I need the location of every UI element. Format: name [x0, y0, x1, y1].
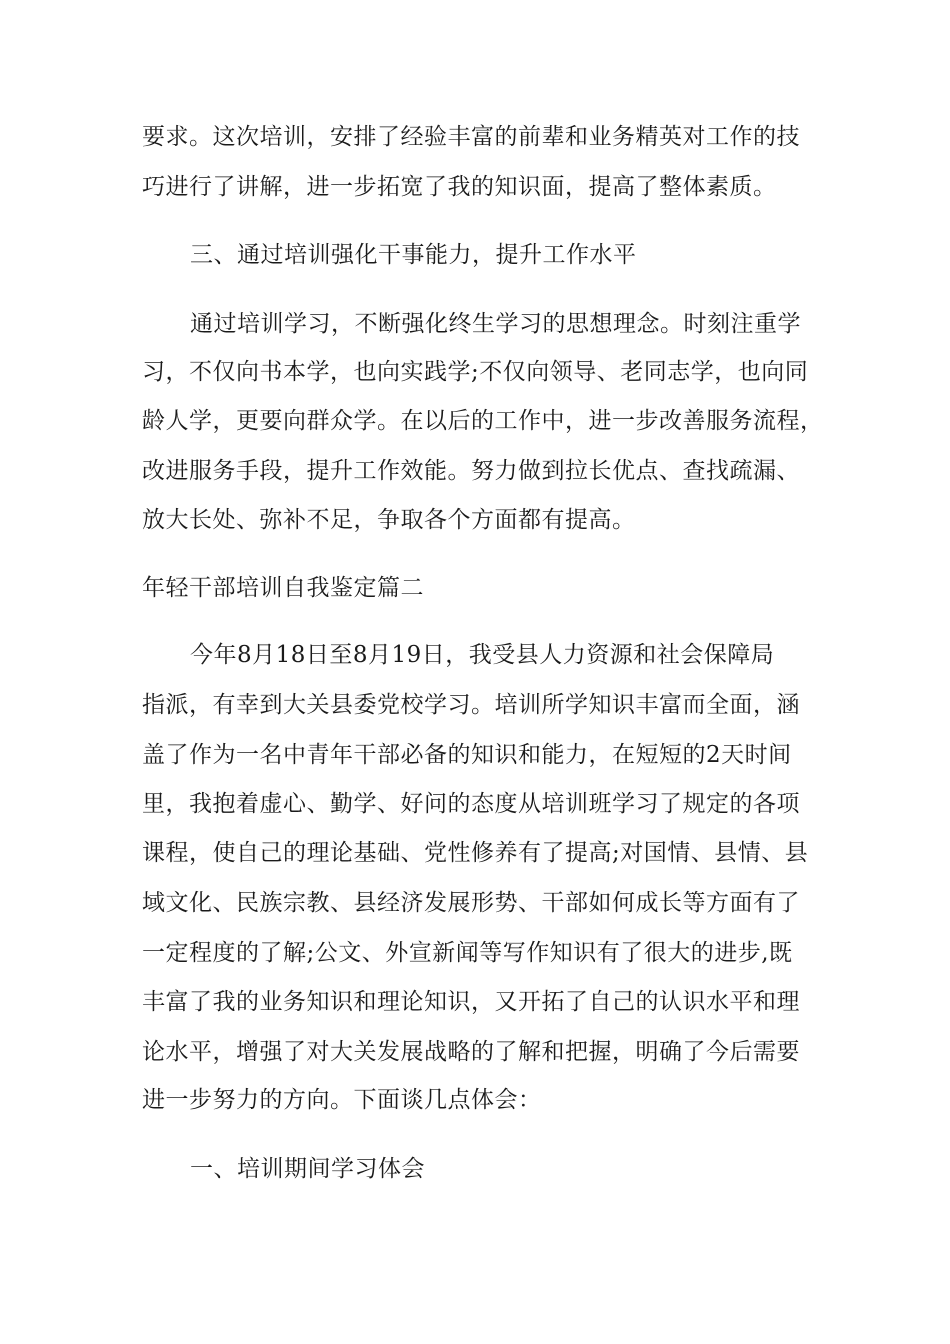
text-line: 进一步努力的方向。下面谈几点体会： [142, 1087, 542, 1113]
text-line: 龄人学，更要向群众学。在以后的工作中，进一步改善服务流程， [142, 408, 824, 434]
text-line: 通过培训学习，不断强化终生学习的思想理念。时刻注重学 [190, 311, 801, 337]
text-line: 一定程度的了解;公文、外宣新闻等写作知识有了很大的进步,既 [142, 940, 793, 966]
text-line: 课程，使自己的理论基础、党性修养有了提高;对国情、县情、县 [142, 840, 809, 866]
text-line: 丰富了我的业务知识和理论知识，又开拓了自己的认识水平和理 [142, 989, 800, 1015]
text-line: 要求。这次培训，安排了经验丰富的前辈和业务精英对工作的技 [142, 124, 800, 150]
text-line: 今年8月18日至8月19日，我受县人力资源和社会保障局 [190, 642, 775, 668]
text-line: 巧进行了讲解，进一步拓宽了我的知识面，提高了整体素质。 [142, 174, 777, 200]
text-line: 盖了作为一名中青年干部必备的知识和能力，在短短的2天时间 [142, 742, 792, 768]
text-line: 改进服务手段，提升工作效能。努力做到拉长优点、查找疏漏、 [142, 458, 800, 484]
text-line: 放大长处、弥补不足，争取各个方面都有提高。 [142, 507, 636, 533]
text-line: 指派，有幸到大关县委党校学习。培训所学知识丰富而全面，涵 [142, 692, 800, 718]
text-line: 论水平，增强了对大关发展战略的了解和把握，明确了今后需要 [142, 1039, 800, 1065]
text-line: 域文化、民族宗教、县经济发展形势、干部如何成长等方面有了 [142, 890, 800, 916]
text-line: 习，不仅向书本学，也向实践学;不仅向领导、老同志学，也向同 [142, 359, 809, 385]
text-line: 里，我抱着虚心、勤学、好问的态度从培训班学习了规定的各项 [142, 791, 800, 817]
section-heading: 三、通过培训强化干事能力，提升工作水平 [190, 242, 637, 268]
article-title: 年轻干部培训自我鉴定篇二 [142, 575, 424, 601]
section-heading: 一、培训期间学习体会 [190, 1156, 425, 1182]
